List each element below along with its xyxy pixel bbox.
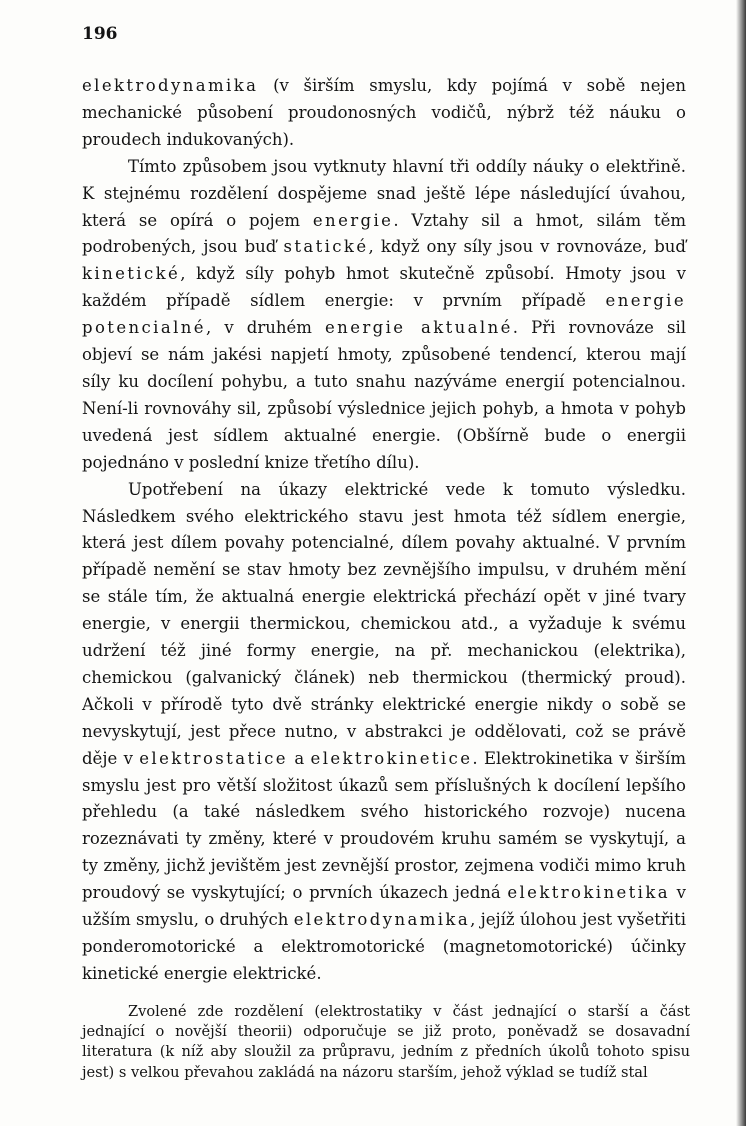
text-run: , když síly pohyb hmot skutečně způsobí. Hmoty jsou v každém případě sídlem energie: v prvním případě (82, 264, 686, 311)
spaced-emphasis: elektrokinetice (310, 748, 473, 768)
page-number: 196 (82, 24, 118, 44)
paragraph (82, 154, 686, 477)
page-edge-shadow (736, 0, 746, 1126)
spaced-emphasis: energie aktualné (325, 318, 513, 338)
text-run: . Elektrokinetika v širším smyslu jest pro větší složitost úkazů sem příslušných k docílení lepšího přehledu (a také následkem svého historického rozvoje) nucena rozeznávati ty změny, které v proudovém kruhu samém se vyskytují, a ty změny, jichž jevištěm jest zevnější prostor, zejmena vodiči mimo kruh proudový se vyskytující; o prvních úkazech jedná (82, 748, 686, 903)
footnote-text: Zvolené zde rozdělení (elektrostatiky v část jednající o starší a část jednající o novější theorii) odporučuje se již proto, poněvadž se dosavadní literatura (k níž aby sloužil za průpravu, jedním z předních úkolů tohoto spisu jest) s velkou převahou zakládá na názoru starším, jehož výklad se tudíž stal (82, 1003, 690, 1081)
main-text (82, 73, 686, 988)
text-run: , v druhém (205, 318, 325, 338)
footnote (82, 1002, 690, 1083)
text-run: v užším smyslu, o druhých (82, 883, 686, 930)
paragraph (82, 477, 686, 988)
text-run: Upotřebení na úkazy elektrické vede k tomuto výsledku. Následkem svého elektrického stavu jest hmota též sídlem energie, která jest dílem povahy potencialné, dílem povahy aktualné. V prvním případě nemění se stav hmoty bez zevnějšího impulsu, v druhém mění se stále tím, že aktualná energie elektrická přechází opět v jiné tvary energie, v energii thermickou, chemickou atd., a vyžaduje k svému udržení též jiné formy energie, na př. mechanickou (elektrika), chemickou (galvanický článek) neb thermickou (thermický proud). Ačkoli v přírodě tyto dvě stránky elektrické energie nikdy o sobě se nevyskytují, jest přece nutno, v abstrakci je oddělovati, což se právě děje v (82, 479, 686, 768)
spaced-emphasis: energie (312, 210, 394, 230)
text-run: (v širším smyslu, kdy pojímá v sobě nejen mechanické působení proudonosných vodičů, nýbrž též náuku o proudech indukovaných). (82, 76, 686, 149)
text-run: a (287, 748, 311, 768)
text-run: . Při rovnováze sil objeví se nám jakési napjetí hmoty, způsobené tendencí, kterou mají síly ku docílení pohybu, a tuto snahu nazýváme energií potencialnou. Není-li rovnováhy sil, způsobí výslednice jejich pohyb, a hmota v pohyb uvedená jest sídlem aktualné energie. (Obšírně bude o energii pojednáno v poslední knize třetího dílu). (82, 318, 687, 472)
spaced-emphasis: elektrodynamika (82, 76, 259, 95)
spaced-emphasis: statické (283, 237, 369, 257)
text-run: , jejíž úlohou jest vyšetřiti ponderomotorické a elektromotorické (magnetomotorické) účinky kinetické energie elektrické. (82, 910, 686, 983)
spaced-emphasis: elektrokinetika (507, 883, 670, 903)
text-run: Tímto způsobem jsou vytknuty hlavní tři oddíly náuky o elektřině. K stejnému rozdělení dospějeme snad ještě lépe následující úvahou, která se opírá o pojem (82, 156, 686, 230)
text-run: . Vztahy sil a hmot, silám těm podrobených, jsou buď (82, 210, 686, 257)
spaced-emphasis: energie potencialné (82, 291, 686, 338)
paragraph (82, 73, 686, 154)
spaced-emphasis: elektrodynamika (293, 910, 471, 930)
spaced-emphasis: kinetické (82, 264, 181, 284)
text-run: , když ony síly jsou v rovnováze, buď (368, 237, 686, 257)
spaced-emphasis: elektrostatice (139, 748, 288, 768)
